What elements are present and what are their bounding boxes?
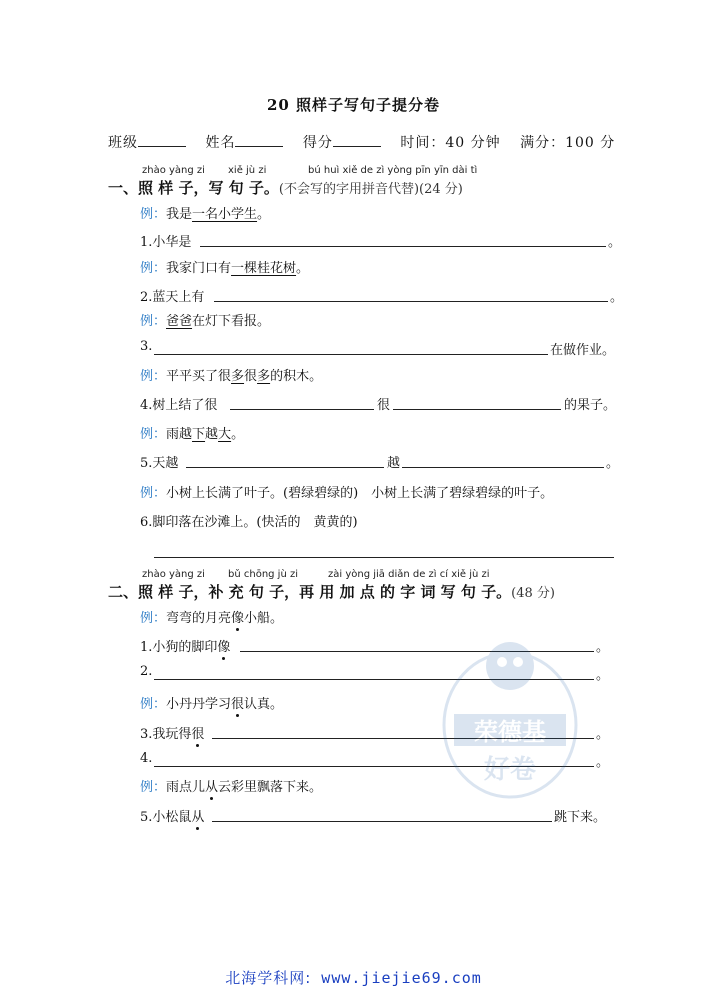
example-underlined: 下 <box>192 427 206 442</box>
section1-hint: (不会写的字用拼音代替)(24 分) <box>278 182 463 197</box>
question-text: 小狗的脚印 <box>152 640 218 655</box>
question-end: 的果子。 <box>564 398 617 413</box>
question-s2-5 <box>140 806 204 825</box>
question-text: 脚印落在沙滩上。(快活的 黄黄的) <box>152 515 358 530</box>
answer-line-2[interactable] <box>214 301 608 302</box>
example-text: 。 <box>296 261 310 276</box>
section1-number: 一、 <box>108 179 139 197</box>
example-7 <box>140 607 283 626</box>
example-4 <box>140 365 322 384</box>
question-number: 1. <box>140 640 153 655</box>
example-6 <box>140 482 553 501</box>
example-label: 例： <box>140 369 167 384</box>
example-underlined: 多 <box>257 369 271 384</box>
question-s2-2: 2. <box>140 664 153 679</box>
pinyin-hint: zài yòng jiā diǎn de zì cí xiě jù zi <box>328 569 490 580</box>
question-s2-3 <box>140 723 204 742</box>
example-label: 例： <box>140 314 167 329</box>
question-3: 3. <box>140 339 153 354</box>
example-text: 在灯下看报。 <box>192 314 271 329</box>
example-label: 例： <box>140 611 167 626</box>
dotted-word: 从 <box>205 780 219 795</box>
example-text: 。 <box>231 427 245 442</box>
question-end: 跳下来。 <box>554 810 607 825</box>
section1-heading <box>108 177 463 198</box>
footer-site-name: 北海学科网: <box>225 969 312 987</box>
section2-number: 二、 <box>108 583 139 601</box>
pinyin-xiejuzi: xiě jù zi <box>228 165 267 176</box>
answer-line-1[interactable] <box>200 246 606 247</box>
example-label: 例： <box>140 427 167 442</box>
pinyin-zhaoyangzi: zhào yàng zi <box>142 165 205 176</box>
question-number: 4. <box>140 398 153 413</box>
question-4 <box>140 394 217 413</box>
score-label: 得分 <box>302 135 333 151</box>
example-text: 认真。 <box>244 697 284 712</box>
question-number: 6. <box>140 515 153 530</box>
question-2 <box>140 286 204 305</box>
example-underlined: 爸爸 <box>166 314 193 329</box>
answer-line-4b[interactable] <box>393 409 561 410</box>
example-text: 小树上长满了叶子。(碧绿碧绿的) 小树上长满了碧绿碧绿的叶子。 <box>166 486 554 501</box>
example-text: 很 <box>244 369 258 384</box>
info-row <box>108 132 615 152</box>
question-text: 越 <box>387 456 401 471</box>
question-number: 5. <box>140 810 153 825</box>
question-text: 小松鼠 <box>152 810 192 825</box>
example-text: 的积木。 <box>270 369 323 384</box>
question-end: 。 <box>610 290 624 305</box>
watermark-line1: 荣德基 <box>474 718 546 746</box>
answer-line-6[interactable] <box>154 557 614 558</box>
section1-title: 照 样 子，写 句 子。 <box>138 179 279 197</box>
class-label: 班级 <box>108 135 138 151</box>
question-number: 3. <box>140 727 153 742</box>
section2-title: 照 样 子，补 充 句 子，再 用 加 点 的 字 词 写 句 子。 <box>138 583 512 601</box>
question-1 <box>140 231 191 250</box>
question-text: 我玩得 <box>152 727 192 742</box>
pinyin-hint: bú huì xiě de zì yòng pīn yīn dài tì <box>308 165 478 176</box>
example-8 <box>140 693 283 712</box>
question-text: 很 <box>377 398 391 413</box>
question-text: 蓝天上有 <box>152 290 205 305</box>
publisher-watermark <box>440 630 580 800</box>
example-text: 越 <box>205 427 219 442</box>
time-text: 时间：40 分钟 <box>400 135 501 151</box>
answer-line-s2-5[interactable] <box>212 821 552 822</box>
question-end: 在做作业。 <box>550 343 616 358</box>
example-text: 云彩里飘落下来。 <box>218 780 323 795</box>
question-5 <box>140 452 178 471</box>
example-underlined: 大 <box>218 427 232 442</box>
example-label: 例： <box>140 261 167 276</box>
example-9 <box>140 776 322 795</box>
page-title: 20 照样子写句子提分卷 <box>266 96 441 114</box>
dotted-word: 像 <box>217 640 231 655</box>
answer-line-4a[interactable] <box>230 409 374 410</box>
example-text: 雨点儿 <box>166 780 206 795</box>
example-text: 平平买了很 <box>166 369 232 384</box>
example-3 <box>140 310 270 329</box>
example-underlined: 一名小学生 <box>192 207 258 222</box>
answer-line-3[interactable] <box>154 354 548 355</box>
watermark-line2: 好卷 <box>483 755 537 785</box>
example-underlined: 多 <box>231 369 245 384</box>
example-text: 小船。 <box>244 611 284 626</box>
question-s2-1 <box>140 636 230 655</box>
example-2 <box>140 257 309 276</box>
question-text: 小华是 <box>152 235 192 250</box>
pinyin-zhaoyangzi: zhào yàng zi <box>142 569 205 580</box>
example-text: 弯弯的月亮 <box>166 611 232 626</box>
score-field[interactable] <box>333 146 381 147</box>
question-text: 树上结了很 <box>152 398 218 413</box>
example-label: 例： <box>140 207 167 222</box>
dotted-word: 从 <box>191 810 205 825</box>
example-label: 例： <box>140 780 167 795</box>
example-text: 雨越 <box>166 427 193 442</box>
dotted-word: 很 <box>191 727 205 742</box>
question-s2-4: 4. <box>140 751 153 766</box>
question-end: 。 <box>606 456 620 471</box>
example-text: 我是 <box>166 207 193 222</box>
example-underlined: 一棵桂花树 <box>231 261 297 276</box>
example-1 <box>140 203 270 222</box>
pinyin-buchongjuzi: bǔ chōng jù zi <box>228 569 299 580</box>
name-label: 姓名 <box>205 135 236 151</box>
question-end: 。 <box>596 668 610 683</box>
section2-hint: (48 分) <box>511 586 555 601</box>
example-label: 例： <box>140 486 167 501</box>
section2-heading <box>108 581 555 602</box>
example-text: 我家门口有 <box>166 261 232 276</box>
footer-url[interactable]: www.jiejie69.com <box>321 969 482 987</box>
question-number: 5. <box>140 456 153 471</box>
question-end: 。 <box>596 755 610 770</box>
example-5 <box>140 423 244 442</box>
answer-line-5a[interactable] <box>186 467 384 468</box>
question-end: 。 <box>596 727 610 742</box>
dotted-word: 很 <box>231 697 245 712</box>
class-field[interactable] <box>138 146 186 147</box>
answer-line-5b[interactable] <box>402 467 604 468</box>
example-text: 。 <box>257 207 271 222</box>
footer <box>0 967 707 988</box>
question-number: 2. <box>140 290 153 305</box>
question-6 <box>140 511 358 530</box>
example-label: 例： <box>140 697 167 712</box>
question-number: 1. <box>140 235 153 250</box>
name-field[interactable] <box>235 146 283 147</box>
example-text: 小丹丹学习 <box>166 697 232 712</box>
question-end: 。 <box>608 235 622 250</box>
full-score-text: 满分：100 分 <box>520 135 616 151</box>
question-text: 天越 <box>152 456 179 471</box>
question-end: 。 <box>596 640 610 655</box>
dotted-word: 像 <box>231 611 245 626</box>
